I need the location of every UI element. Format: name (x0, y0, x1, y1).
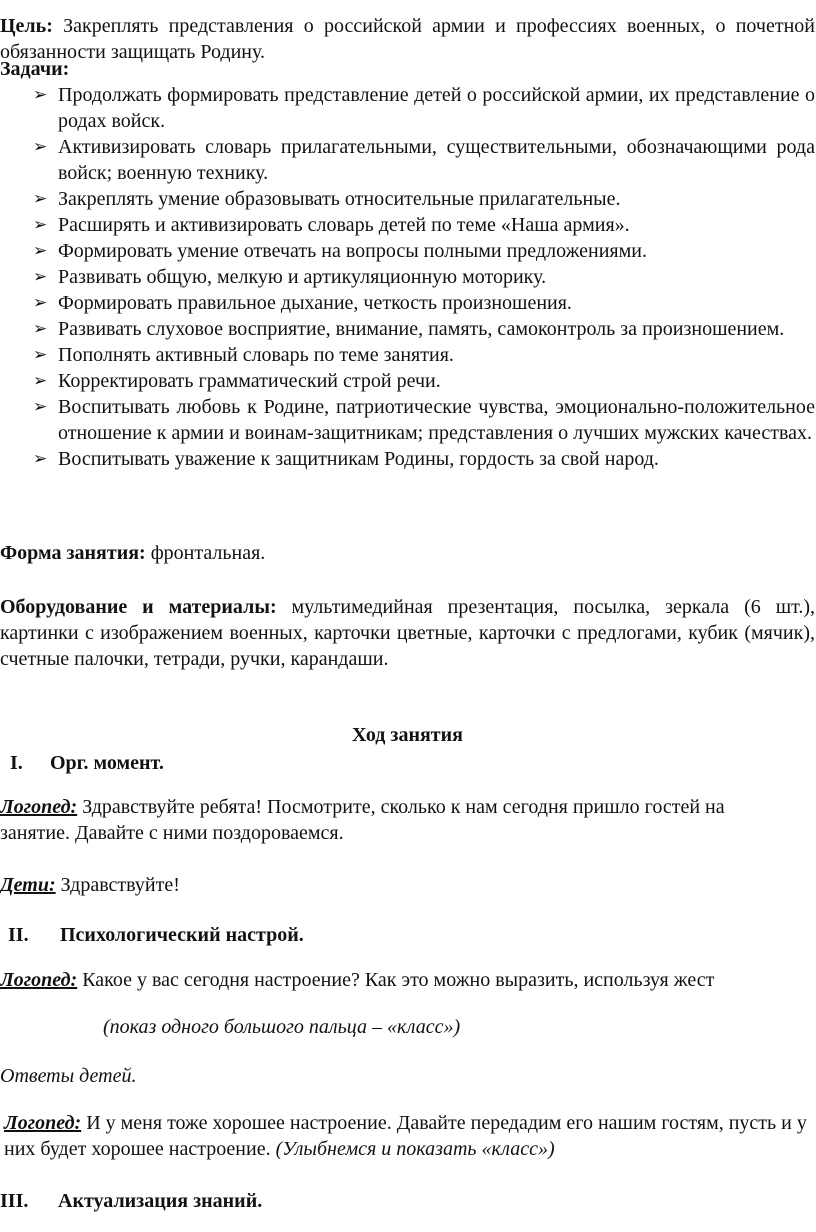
children-answers: Ответы детей. (0, 1065, 137, 1087)
dialog-logoped (0, 794, 800, 846)
bullet-arrow-icon: ➢ (33, 241, 48, 261)
task-item: ➢ Формировать умение отвечать на вопросы полными предложениями. (33, 240, 647, 262)
equipment-label: Оборудование и материалы: (0, 596, 277, 618)
task-item: ➢ Корректировать грамматический строй речи. (33, 370, 441, 392)
section-number: III. (0, 1190, 29, 1212)
section-number: I. (10, 752, 23, 774)
form-label: Форма занятия: (0, 542, 146, 564)
goal-label: Цель: (0, 15, 53, 37)
section-heading (0, 1188, 262, 1214)
form-paragraph (0, 540, 815, 566)
bullet-arrow-icon: ➢ (33, 449, 48, 469)
task-item: ➢ Продолжать формировать представление детей о российской армии, их представление о родах войск. (33, 84, 815, 132)
task-item: ➢ Расширять и активизировать словарь детей по теме «Наша армия». (33, 214, 630, 236)
bullet-arrow-icon: ➢ (33, 85, 48, 105)
task-item: ➢ Развивать слуховое восприятие, внимание, память, самоконтроль за произношением. (33, 318, 785, 340)
form-text: фронтальная. (145, 542, 266, 564)
dialog-text: Какое у вас сегодня настроение? Как это можно выразить, используя жест (77, 969, 715, 991)
speaker-label: Дети: (0, 874, 56, 896)
equipment-paragraph (0, 594, 815, 672)
section-title: Орг. момент. (50, 752, 164, 774)
bullet-arrow-icon: ➢ (33, 189, 48, 209)
dialog-text: Здравствуйте ребята! Посмотрите, сколько к нам сегодня пришло гостей на занятие. Давайте с ними поздороваемся. (0, 796, 725, 844)
goal-text: Закреплять представления о российской армии и профессиях военных, о почетной обязанности защищать Родину. (0, 15, 815, 63)
section-title: Актуализация знаний. (58, 1190, 263, 1212)
task-item: ➢ Развивать общую, мелкую и артикуляционную моторику. (33, 266, 547, 288)
section-heading (8, 922, 304, 948)
section-number: II. (8, 924, 29, 946)
bullet-arrow-icon: ➢ (33, 345, 48, 365)
course-title: Ход занятия (352, 724, 463, 746)
dialog-text: Здравствуйте! (55, 874, 180, 896)
bullet-arrow-icon: ➢ (33, 267, 48, 287)
dialog-text: И у меня тоже хорошее настроение. Давайте передадим его нашим гостям, пусть и у них будет хорошее настроение. (4, 1112, 807, 1160)
dialog-logoped (0, 967, 815, 993)
speaker-label: Логопед: (0, 796, 78, 818)
bullet-arrow-icon: ➢ (33, 293, 48, 313)
dialog-children (0, 872, 815, 898)
tasks-list (0, 82, 815, 472)
bullet-arrow-icon: ➢ (33, 215, 48, 235)
tasks-label: Задачи: (0, 58, 70, 80)
bullet-arrow-icon: ➢ (33, 319, 48, 339)
bullet-arrow-icon: ➢ (33, 371, 48, 391)
section-title: Психологический настрой. (60, 924, 304, 946)
speaker-label: Логопед: (0, 969, 78, 991)
task-item: ➢ Активизировать словарь прилагательными, существительными, обозначающими рода войск; военную технику. (33, 136, 815, 184)
speaker-label: Логопед: (4, 1112, 82, 1134)
task-item: ➢ Воспитывать любовь к Родине, патриотические чувства, эмоционально-положительное отношение к армии и воинам-защитникам; представления о лучших мужских качествах. (33, 396, 815, 444)
task-item: ➢ Закреплять умение образовывать относительные прилагательные. (33, 188, 621, 210)
equipment-text: мультимедийная презентация, посылка, зеркала (6 шт.), картинки с изображением военных, карточки цветные, карточки с предлогами, кубик (мячик), счетные палочки, тетради, ручки, карандаши. (0, 596, 815, 670)
section-heading (10, 750, 164, 776)
dialog-logoped (4, 1110, 815, 1162)
bullet-arrow-icon: ➢ (33, 397, 48, 417)
bullet-arrow-icon: ➢ (33, 137, 48, 157)
stage-note: (Улыбнемся и показать «класс») (275, 1138, 555, 1160)
task-item: ➢ Воспитывать уважение к защитникам Родины, гордость за свой народ. (33, 448, 659, 470)
gesture-note: (показ одного большого пальца – «класс») (103, 1016, 461, 1038)
task-item: ➢ Формировать правильное дыхание, четкость произношения. (33, 292, 572, 314)
task-item: ➢ Пополнять активный словарь по теме занятия. (33, 344, 454, 366)
